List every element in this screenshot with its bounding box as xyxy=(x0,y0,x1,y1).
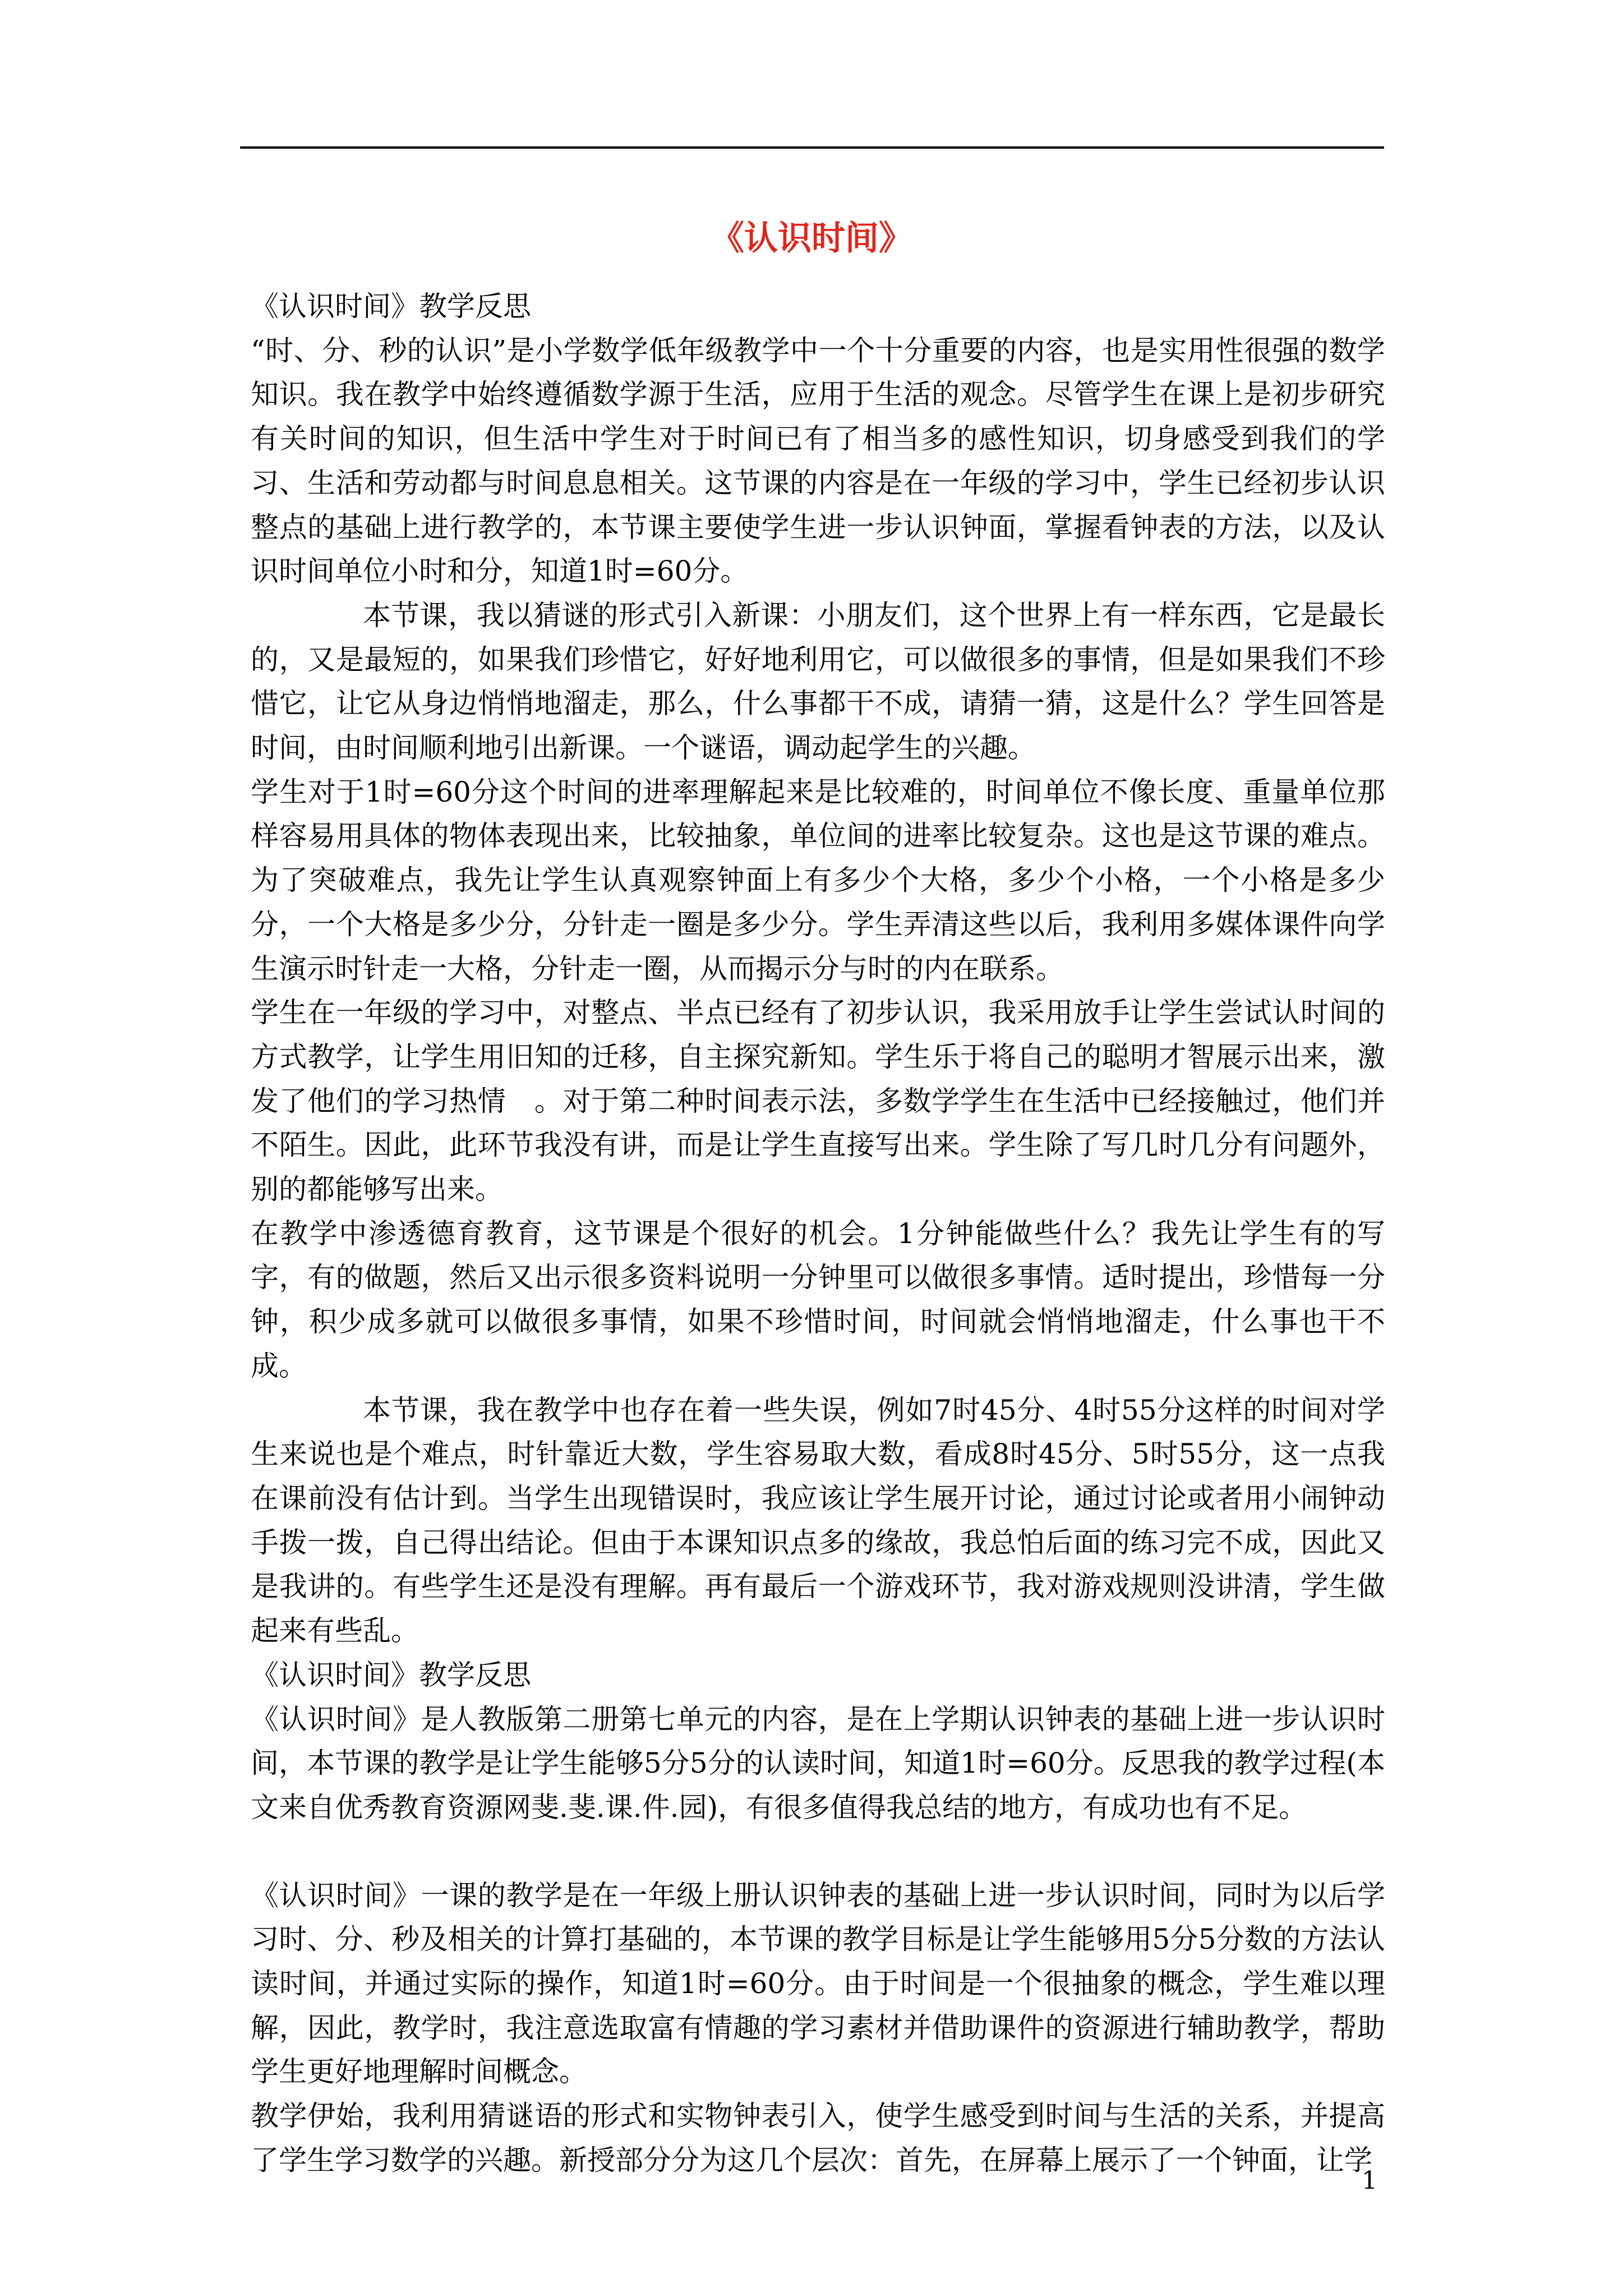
paragraph: 《认识时间》教学反思 xyxy=(251,1658,531,1691)
paragraph: 教学伊始，我利用猜谜语的形式和实物钟表引入，使学生感受到时间与生活的关系，并提高了学生学习数学的兴趣。新授部分分为这几个层次：首先，在屏幕上展示了一个钟面，让学 xyxy=(251,2100,1385,2177)
document-body xyxy=(251,284,1385,2183)
paragraph: 本节课，我在教学中也存在着一些失误，例如7时45分、4时55分这样的时间对学生来说也是个难点，时针靠近大数，学生容易取大数，看成8时45分、5时55分，这一点我在课前没有估计到。当学生出现错误时，我应该让学生展开讨论，通过讨论或者用小闹钟动手拨一拨，自己得出结论。但由于本课知识点多的缘故，我总怕后面的练习完不成，因此又是我讲的。有些学生还是没有理解。再有最后一个游戏环节，我对游戏规则没讲清，学生做起来有些乱。 xyxy=(251,1393,1385,1648)
paragraph: 《认识时间》一课的教学是在一年级上册认识钟表的基础上进一步认识时间，同时为以后学习时、分、秒及相关的计算打基础的，本节课的教学目标是让学生能够用5分5分数的方法认读时间，并通过实际的操作，知道1时=60分。由于时间是一个很抽象的概念，学生难以理解，因此，教学时，我注意选取富有情趣的学习素材并借助课件的资源进行辅助教学，帮助学生更好地理解时间概念。 xyxy=(251,1879,1385,2088)
header-rule xyxy=(240,146,1384,149)
paragraph: 在教学中渗透德育教育，这节课是个很好的机会。1分钟能做些什么？我先让学生有的写字，有的做题，然后又出示很多资料说明一分钟里可以做很多事情。适时提出，珍惜每一分钟，积少成多就可以做很多事情，如果不珍惜时间，时间就会悄悄地溜走，什么事也干不成。 xyxy=(251,1217,1385,1382)
paragraph: 学生在一年级的学习中，对整点、半点已经有了初步认识，我采用放手让学生尝试认时间的方式教学，让学生用旧知的迁移，自主探究新知。学生乐于将自己的聪明才智展示出来，激发了他们的学习热情 。对于第二种时间表示法，多数学学生在生活中已经接触过，他们并不陌生。因此，此环节我没有讲，而是让学生直接写出来。学生除了写几时几分有问题外，别的都能够写出来。 xyxy=(251,996,1385,1206)
paragraph: 学生对于1时=60分这个时间的进率理解起来是比较难的，时间单位不像长度、重量单位那样容易用具体的物体表现出来，比较抽象，单位间的进率比较复杂。这也是这节课的难点。为了突破难点，我先让学生认真观察钟面上有多少个大格，多少个小格，一个小格是多少分，一个大格是多少分，分针走一圈是多少分。学生弄清这些以后，我利用多媒体课件向学生演示时针走一大格，分针走一圈，从而揭示分与时的内在联系。 xyxy=(251,775,1385,985)
paragraph: “时、分、秒的认识”是小学数学低年级教学中一个十分重要的内容，也是实用性很强的数学知识。我在教学中始终遵循数学源于生活，应用于生活的观念。尽管学生在课上是初步研究有关时间的知识，但生活中学生对于时间已有了相当多的感性知识，切身感受到我们的学习、生活和劳动都与时间息息相关。这节课的内容是在一年级的学习中，学生已经初步认识整点的基础上进行教学的，本节课主要使学生进一步认识钟面，掌握看钟表的方法，以及认识时间单位小时和分，知道1时=60分。 xyxy=(251,334,1385,588)
paragraph: 《认识时间》教学反思 xyxy=(251,290,531,323)
paragraph: 《认识时间》是人教版第二册第七单元的内容，是在上学期认识钟表的基础上进一步认识时间，本节课的教学是让学生能够5分5分的认读时间，知道1时=60分。反思我的教学过程(本文来自优秀教育资源网斐.斐.课.件.园)，有很多值得我总结的地方，有成功也有不足。 xyxy=(251,1703,1385,1824)
page-number: 1 xyxy=(1362,2166,1377,2195)
paragraph: 本节课，我以猜谜的形式引入新课：小朋友们，这个世界上有一样东西，它是最长的，又是最短的，如果我们珍惜它，好好地利用它，可以做很多的事情，但是如果我们不珍惜它，让它从身边悄悄地溜走，那么，什么事都干不成，请猜一猜，这是什么？学生回答是时间，由时间顺利地引出新课。一个谜语，调动起学生的兴趣。 xyxy=(251,599,1385,765)
page-title: 《认识时间》 xyxy=(711,219,912,258)
